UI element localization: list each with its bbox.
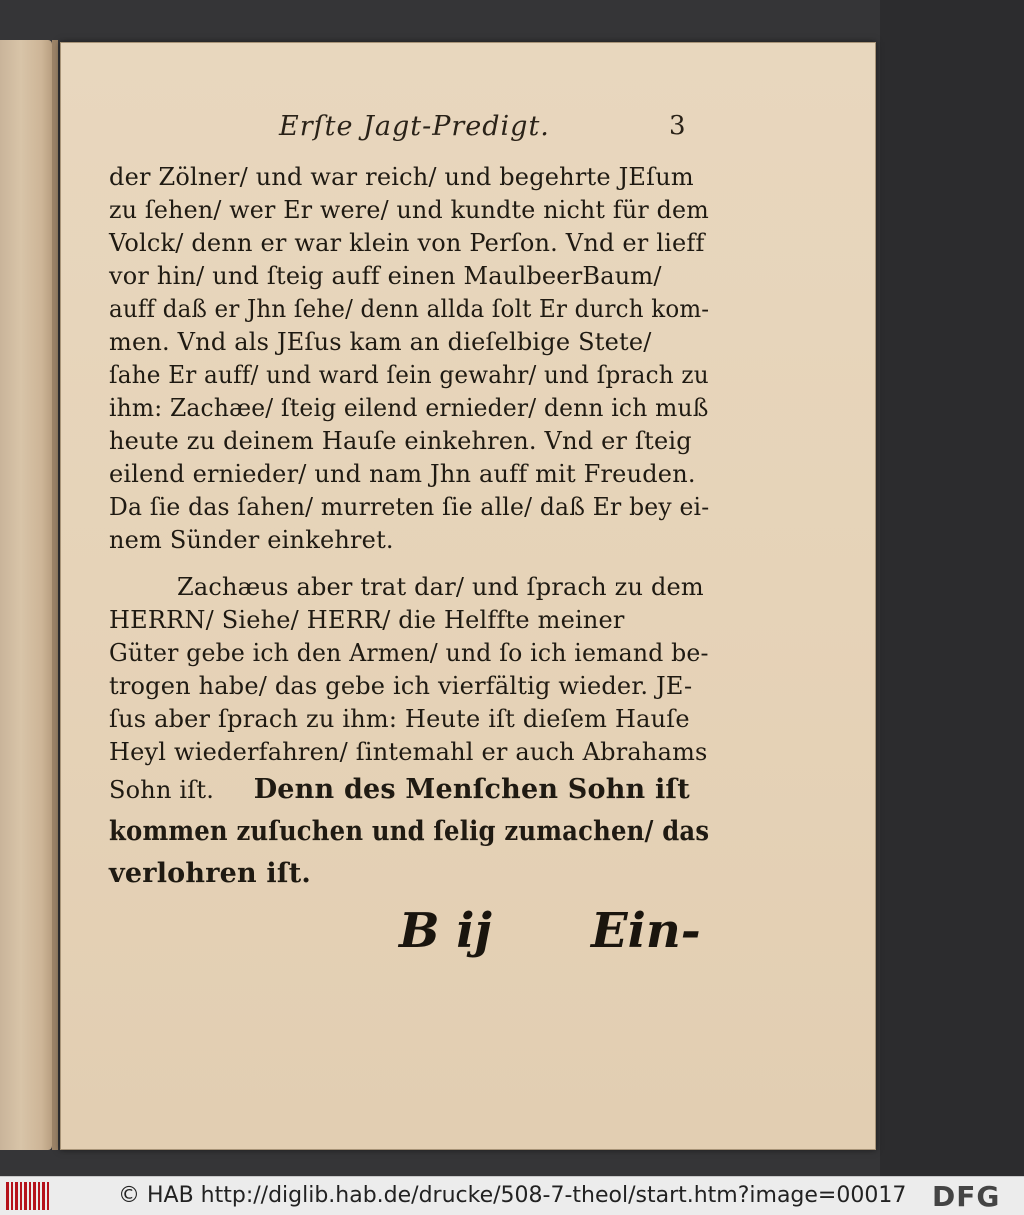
catchword: Ein-: [591, 903, 701, 959]
page-number: 3: [669, 111, 686, 141]
book-page: [60, 42, 876, 1150]
text-line: heute zu deinem Hauſe einkehren. Vnd er ſteig: [109, 427, 692, 455]
background-right: [880, 0, 1024, 1176]
emphasis-line: verlohren iſt.: [109, 858, 311, 889]
text-line-mixed: [109, 769, 709, 811]
text-sohn: Sohn iſt.: [109, 776, 215, 804]
dfg-logo: DFG: [932, 1180, 1001, 1213]
copyright-link[interactable]: © HAB http://diglib.hab.de/drucke/508-7-theol/start.htm?image=00017: [118, 1183, 907, 1208]
text-line: ſus aber ſprach zu ihm: Heute iſt dieſem Hauſe: [109, 705, 690, 733]
text-line: HERRN/ Siehe/ HERR/ die Helffte meiner: [109, 606, 625, 634]
signature-mark: B ij: [399, 903, 492, 959]
body-text: [109, 161, 709, 895]
hab-logo-icon: [6, 1182, 50, 1210]
text-line: vor hin/ und ſteig auff einen MaulbeerBaum/: [109, 262, 662, 290]
page-footer-catchwords: [61, 903, 875, 983]
emphasis-text: Denn des Menſchen Sohn iſt: [253, 774, 690, 805]
text-line: ihm: Zachæe/ ſteig eilend ernieder/ denn ich muß: [109, 394, 709, 422]
page-header: [61, 111, 875, 151]
text-line: zu ſehen/ wer Er were/ und kundte nicht für dem: [109, 196, 709, 224]
text-line: eilend ernieder/ und nam Jhn auff mit Freuden.: [109, 460, 696, 488]
text-line: trogen habe/ das gebe ich vierfältig wieder. JE-: [109, 672, 693, 700]
text-line: der Zölner/ und war reich/ und begehrte JEſum: [109, 163, 694, 191]
text-line: Volck/ denn er war klein von Perſon. Vnd er lieff: [109, 229, 705, 257]
text-line: men. Vnd als JEſus kam an dieſelbige Stete/: [109, 328, 652, 356]
text-line: Da ſie das ſahen/ murreten ſie alle/ daß Er bey ei-: [109, 493, 710, 521]
text-line: auff daß er Jhn ſehe/ denn allda ſolt Er durch kom-: [109, 295, 710, 323]
footer-bar: [0, 1176, 1024, 1215]
text-line: Güter gebe ich den Armen/ und ſo ich iemand be-: [109, 639, 709, 667]
text-line: ſahe Er auff/ und ward ſein gewahr/ und ſprach zu: [109, 361, 709, 389]
text-line: Zachæus aber trat dar/ und ſprach zu dem: [177, 573, 704, 601]
running-head: Erſte Jagt-Predigt.: [279, 111, 550, 142]
paragraph-gap: [109, 557, 709, 571]
text-line: Heyl wiederfahren/ ſintemahl er auch Abrahams: [109, 738, 708, 766]
facing-page-edge: [0, 40, 52, 1150]
show-through-text: [731, 513, 831, 553]
page-edge-shadow: [52, 40, 58, 1150]
text-line: nem Sünder einkehret.: [109, 526, 394, 554]
emphasis-line: kommen zuſuchen und ſelig zumachen/ das: [109, 816, 710, 847]
